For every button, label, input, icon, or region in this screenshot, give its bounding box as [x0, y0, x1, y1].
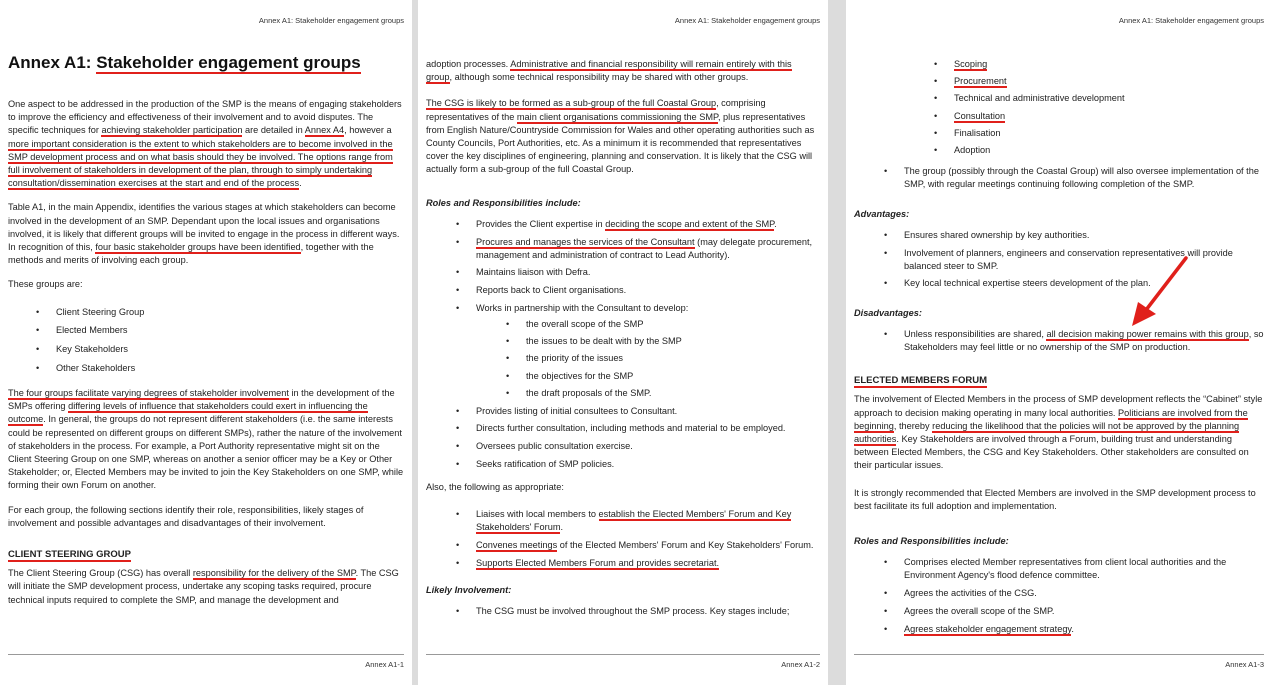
list-item: • Ensures shared ownership by key authorities.: [904, 229, 1264, 242]
footer-divider: [854, 654, 1264, 655]
disadvantages-heading: Disadvantages:: [854, 307, 922, 318]
roles-heading: Roles and Responsibilities include:: [854, 536, 1009, 547]
paragraph: One aspect to be addressed in the production of the SMP is the means of engaging stakeholders to improve the efficiency and effectiveness of their involvement and to avoid disputes. The specific techniques for achieving stakeholder participation are detailed in Annex A4, however a more important consideration is the extent to which stakeholders are to become involved in the SMP development process and on what basis should they be involved. The options range from full involvement of stakeholders in development of the plan, through to simply undertaking consultation/dissemination exercises at the start and end of the process.: [8, 99, 402, 189]
list-item: • The group (possibly through the Coastal Group) will also oversee implementation of the SMP, with regular meetings continuing following completion of the SMP.: [904, 165, 1264, 191]
paragraph: These groups are:: [8, 279, 83, 290]
appropriate-list: [426, 508, 820, 570]
red-arrow-annotation: [1128, 252, 1198, 332]
list-item: • Reports back to Client organisations.: [476, 284, 820, 297]
list-item: • Seeks ratification of SMP policies.: [476, 458, 820, 471]
list-item: • the priority of the issues: [526, 352, 820, 365]
list-item: • Scoping: [954, 58, 1264, 71]
section-heading: ELECTED MEMBERS FORUM: [854, 375, 987, 387]
list-item: • Directs further consultation, including methods and material to be employed.: [476, 422, 820, 435]
list-item: • Consultation: [954, 110, 1264, 123]
stages-list: [854, 58, 1264, 157]
page-footer: Annex A1-3: [1225, 660, 1264, 669]
document-page-1: [0, 0, 412, 685]
paragraph: The four groups facilitate varying degrees of stakeholder involvement in the development of the SMPs offering differing levels of influence that stakeholders could exert in influencing the outcome. In general, the groups do not represent different stakeholders (i.e. the same interests could be represented on different groups on different SMPs), rather the nature of the involvement of stakeholders in the process. For example, a Port Authority representative might sit on the Client Steering Group on one SMP, whereas on another a senior officer may be a Key or Other Stakeholder; or, Elected Members may be invited to join the Key Stakeholders on one SMP, while forming their own Forum on another.: [8, 387, 404, 491]
list-item: • Finalisation: [954, 127, 1264, 140]
paragraph: Table A1, in the main Appendix, identifies the various stages at which stakeholders can become involved in the development of an SMP. Dependant upon the local issues and organisations involved, it is likely that different groups will be invited to engage in the process in different ways. In recognition of this, four basic stakeholder groups have been identified, together with the methods and merits of involving each group.: [8, 202, 400, 266]
roles-list: [426, 218, 820, 471]
list-item: • Technical and administrative development: [954, 92, 1264, 105]
advantages-list: [854, 229, 1264, 291]
list-item: • Key Stakeholders: [56, 343, 404, 356]
paragraph: The CSG is likely to be formed as a sub-group of the full Coastal Group, comprising representatives of the main client organisations commissioning the SMP, plus representatives from English Nature/Countryside Commission for Wales and other operating authorities such as County Councils, Port Authorities, etc. As a minimum it is recommended that representatives cover the key disciplines of engineering, planning and conservation. It is likely that the CSG will actually form a sub-group of the full Coastal Group.: [426, 98, 815, 175]
list-item: • Liaises with local members to establish the Elected Members' Forum and Key Stakeholders' Forum.: [476, 508, 820, 534]
roles-list: [854, 556, 1264, 636]
list-item: • Procurement: [954, 75, 1264, 88]
page-header: Annex A1: Stakeholder engagement groups: [674, 16, 820, 25]
list-item: • Agrees the overall scope of the SMP.: [904, 605, 1264, 618]
list-item: • Adoption: [954, 144, 1264, 157]
list-item: • Agrees the activities of the CSG.: [904, 587, 1264, 600]
paragraph: The Client Steering Group (CSG) has overall responsibility for the delivery of the SMP. The CSG will initiate the SMP development process, undertake any scoping tasks required, procure technical inputs required to complete the SMP, and manage the development and: [8, 568, 399, 605]
list-item: • Provides the Client expertise in deciding the scope and extent of the SMP.: [476, 218, 820, 231]
paragraph: adoption processes. Administrative and financial responsibility will remain entirely with this group, although some technical responsibility may be shared with other groups.: [426, 59, 792, 83]
list-item: • Comprises elected Member representatives from client local authorities and the Environment Agency's flood defence committee.: [904, 556, 1264, 582]
list-item: • Involvement of planners, engineers and conservation representatives will provide balanced steer to SMP.: [904, 247, 1264, 273]
list-item: • the objectives for the SMP: [526, 370, 820, 383]
list-item: • Supports Elected Members Forum and provides secretariat.: [476, 557, 820, 570]
page-header: Annex A1: Stakeholder engagement groups: [1118, 16, 1264, 25]
list-item: • Convenes meetings of the Elected Members' Forum and Key Stakeholders' Forum.: [476, 539, 820, 552]
roles-heading: Roles and Responsibilities include:: [426, 197, 581, 208]
page-title: Annex A1: Stakeholder engagement groups: [8, 53, 361, 72]
list-item: • Unless responsibilities are shared, all decision making power remains with this group, so Stakeholders may feel little or no ownership of the SMP on production.: [904, 328, 1264, 354]
document-page-3: [846, 0, 1272, 685]
list-item: • Key local technical expertise steers development of the plan.: [904, 277, 1264, 290]
page-header: Annex A1: Stakeholder engagement groups: [258, 16, 404, 25]
paragraph: It is strongly recommended that Elected Members are involved in the SMP development process to best facilitate its full adoption and implementation.: [854, 487, 1256, 511]
paragraph: The involvement of Elected Members in the process of SMP development reflects the “Cabinet” style approach to decision making operating in many local authorities. Politicians are involved from the beginning, thereby reducing the likelihood that the policies will not be approved by the planning authorities. Key Stakeholders are involved through a Forum, building trust and understanding between Elected Members, the CSG and Key Stakeholders. Other stakeholders are consulted on their particular issues.: [854, 394, 1263, 471]
list-item: • Provides listing of initial consultees to Consultant.: [476, 405, 820, 418]
oversee-list: [854, 165, 1264, 191]
likely-list: [426, 605, 820, 618]
list-item: • Client Steering Group: [56, 306, 404, 319]
sub-list: [476, 318, 820, 400]
section-heading: CLIENT STEERING GROUP: [8, 548, 131, 560]
list-item: • Works in partnership with the Consultant to develop: • the overall scope of the SMP • the issues to be dealt with by the SMP • the priority of the issues • the objectives for the SMP • the draft proposals of the SMP.: [476, 302, 820, 400]
footer-divider: [426, 654, 820, 655]
list-item: • Procures and manages the services of the Consultant (may delegate procurement, management and administration of contract to Lead Authority).: [476, 236, 820, 262]
list-item: • Agrees stakeholder engagement strategy.: [904, 623, 1264, 636]
list-item: • Maintains liaison with Defra.: [476, 266, 820, 279]
list-item: • the issues to be dealt with by the SMP: [526, 335, 820, 348]
likely-heading: Likely Involvement:: [426, 584, 512, 595]
list-item: • The CSG must be involved throughout the SMP process. Key stages include;: [476, 605, 820, 618]
annex-link[interactable]: Annex A4: [304, 125, 345, 136]
page-footer: Annex A1-1: [365, 660, 404, 669]
list-item: • Oversees public consultation exercise.: [476, 440, 820, 453]
footer-divider: [8, 654, 404, 655]
list-item: • Other Stakeholders: [56, 362, 404, 375]
page-body: [8, 52, 404, 618]
advantages-heading: Advantages:: [854, 208, 910, 219]
list-item: • Elected Members: [56, 324, 404, 337]
document-page-2: [418, 0, 828, 685]
disadvantages-list: [854, 328, 1264, 354]
paragraph: Also, the following as appropriate:: [426, 481, 564, 492]
page-footer: Annex A1-2: [781, 660, 820, 669]
page-body: [426, 58, 820, 628]
list-item: • the draft proposals of the SMP.: [526, 387, 820, 400]
paragraph: For each group, the following sections identify their role, responsibilities, likely stages of involvement and possible advantages and disadvantages of their involvement.: [8, 504, 364, 528]
list-item: • the overall scope of the SMP: [526, 318, 820, 331]
groups-list: [8, 306, 404, 375]
page-body: [854, 55, 1264, 646]
